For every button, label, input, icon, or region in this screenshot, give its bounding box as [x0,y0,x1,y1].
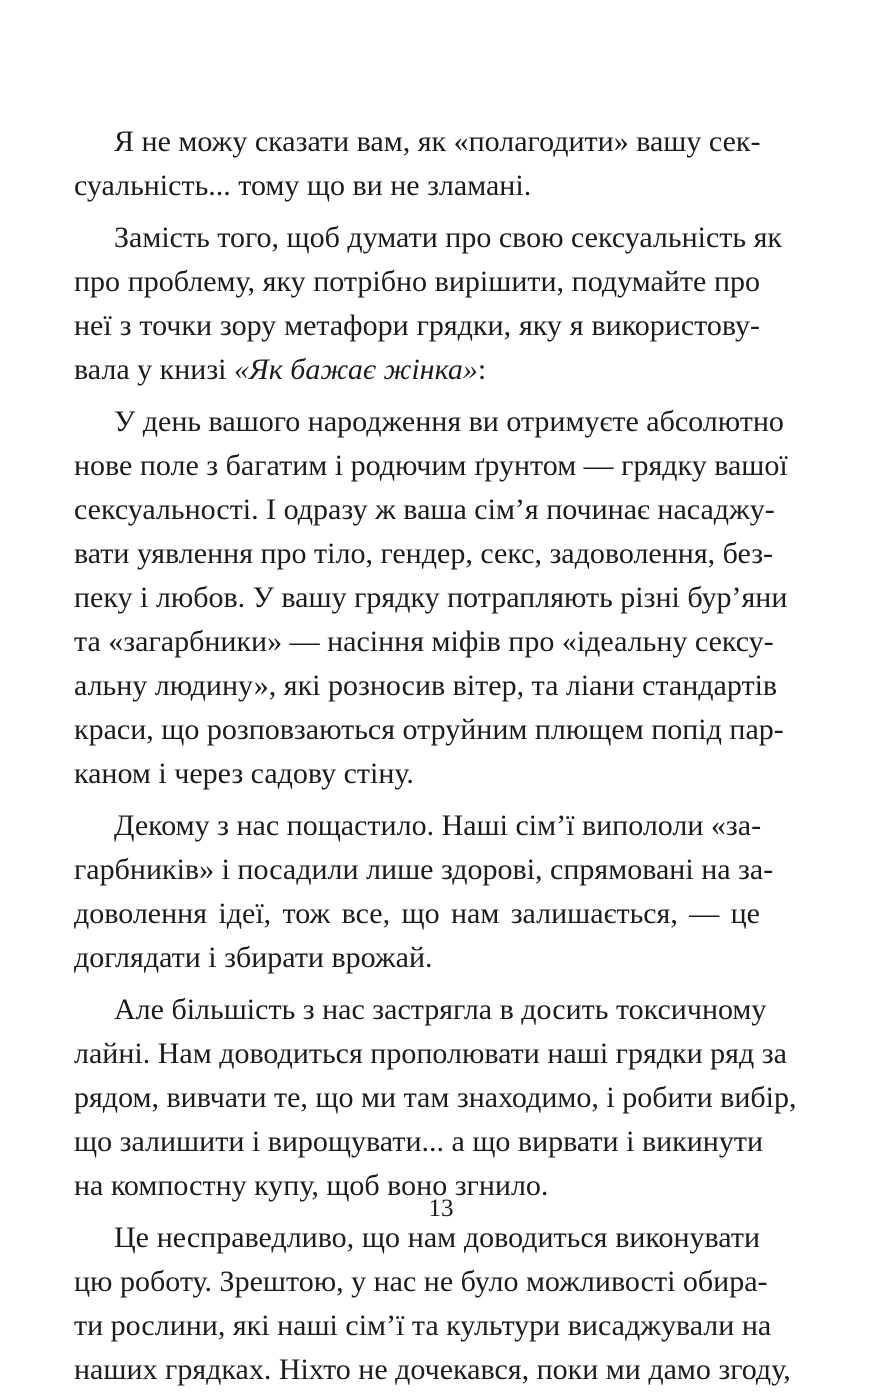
text-segment: вала у книзі [74,353,235,386]
text-line: та «загарбники» — насіння міфів про «ідеальну сексу- [74,625,774,658]
text-line: каном і через садову стіну. [74,757,414,790]
text-line: Декому з нас пощастило. Наші сім’ї випололи «за- [114,809,762,842]
text-line: ти рослини, які наші сім’ї та культури висаджували на [74,1309,772,1342]
page-number: 13 [428,1195,454,1222]
text-segment: : [477,353,487,386]
text-line: неї з точки зору метафори грядки, яку я використову- [74,309,760,342]
text-line: цю роботу. Зрештою, у нас не було можливості обира- [74,1265,768,1298]
text-line [74,348,760,392]
text-line: доглядати і збирати врожай. [74,941,433,974]
text-line: вати уявлення про тіло, гендер, секс, задоволення, без- [74,537,774,570]
text-line: Але більшість з нас застрягла в досить токсичному [114,993,767,1026]
text-line: про проблему, яку потрібно вирішити, подумайте про [74,265,760,298]
book-title: «Як бажає жінка» [234,353,478,386]
text-line: наших грядках. Ніхто не дочекався, поки ми дамо згоду, [74,1353,791,1386]
text-line: доволення ідеї, тож все, що нам залишається, — це [74,897,760,930]
text-line: сексуальності. І одразу ж ваша сім’я починає насаджу- [74,493,775,526]
text-line: що залишити і вирощувати... а що вирвати і викинути [74,1125,764,1158]
text-line: Я не можу сказати вам, як «полагодити» вашу сек- [114,125,761,158]
text-line: нове поле з багатим і родючим ґрунтом — грядку вашої [74,449,788,482]
text-line: альну людину», які розносив вітер, та ліани стандартів [74,669,778,702]
text-line: Замість того, щоб думати про свою сексуальність як [114,221,782,254]
text-line: пеку і любов. У вашу грядку потрапляють різні бур’яни [74,581,788,614]
text-line: суальність... тому що ви не зламані. [74,169,532,202]
text-line: на компостну купу, щоб воно згнило. [74,1169,549,1202]
text-line: У день вашого народження ви отримуєте абсолютно [114,405,784,438]
text-line: краси, що розповзаються отруйним плющем попід пар- [74,713,784,746]
text-line: рядом, вивчати те, що ми там знаходимо, і робити вибір, [74,1081,797,1114]
text-line: гарбників» і посадили лише здорові, спрямовані на за- [74,853,774,886]
text-line: Це несправедливо, що нам доводиться виконувати [114,1221,760,1254]
text-line: лайні. Нам доводиться прополювати наші грядки ряд за [74,1037,787,1070]
